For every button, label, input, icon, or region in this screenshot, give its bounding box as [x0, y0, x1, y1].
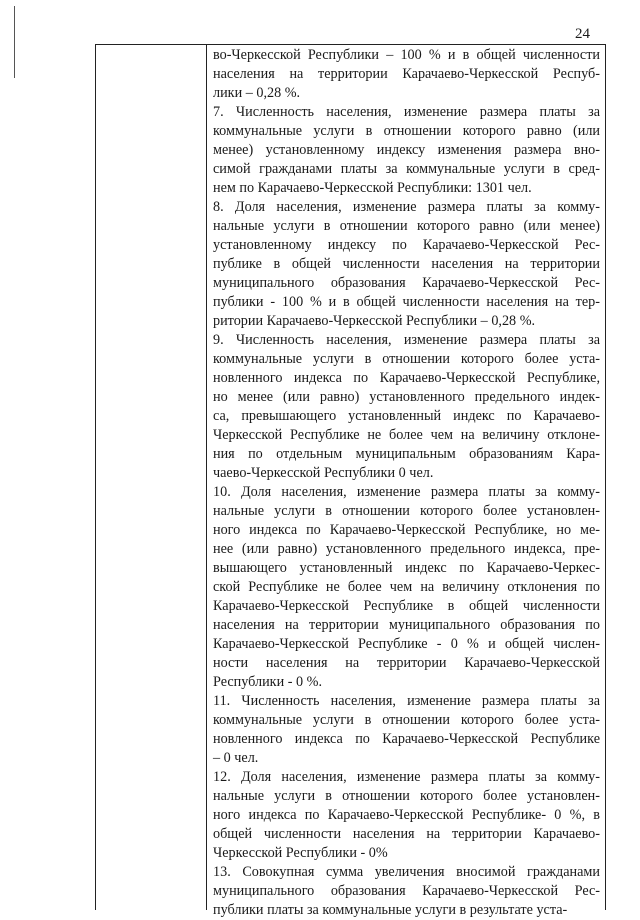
- text-line: Карачаево-Черкесской Республике в общей численности: [213, 598, 600, 614]
- table-content-cell: [213, 46, 600, 920]
- text-line: Республики - 0 %.: [213, 674, 322, 690]
- text-line: общей численности населения на территории Карачаево-: [213, 826, 600, 842]
- text-line: – 0 чел.: [213, 750, 259, 766]
- text-line: ской Республике не более чем на величину отклонения по: [213, 579, 600, 595]
- text-line: чаево-Черкесской Республики 0 чел.: [213, 465, 434, 481]
- text-line: публики платы за коммунальные услуги в результате уста-: [213, 902, 568, 918]
- table-right-border: [605, 45, 606, 910]
- text-line: Карачаево-Черкесской Республике - 0 % и общей числен-: [213, 636, 600, 652]
- table-left-column: [96, 45, 207, 910]
- paragraph: [213, 863, 600, 920]
- paragraph: [213, 483, 600, 692]
- text-line: вышающего установленный индекс по Карачаево-Черкес-: [213, 560, 600, 576]
- text-line: менее) установленному индексу изменения размера вно-: [213, 142, 600, 158]
- paragraph: [213, 331, 600, 483]
- text-line: новленного индекса по Карачаево-Черкесской Республике,: [213, 370, 600, 386]
- text-line: нее (или равно) установленного предельного индекса, пре-: [213, 541, 600, 557]
- text-line: но менее (или равно) установленного предельного индек-: [213, 389, 600, 405]
- paragraph: [213, 198, 600, 331]
- document-table: [95, 44, 606, 918]
- text-line: Черкесской Республики - 0%: [213, 845, 388, 861]
- text-line: 9. Численность населения, изменение размера платы за: [213, 332, 600, 348]
- text-line: 11. Численность населения, изменение размера платы за: [213, 693, 600, 709]
- text-line: 10. Доля населения, изменение размера платы за комму-: [213, 484, 600, 500]
- paragraph: [213, 103, 600, 198]
- text-line: населения на территории муниципального образования по: [213, 617, 600, 633]
- text-line: 13. Совокупная сумма увеличения вносимой гражданами: [213, 864, 600, 880]
- text-line: муниципального образования Карачаево-Черкесской Рес-: [213, 883, 600, 899]
- paragraph: [213, 692, 600, 768]
- text-line: нальные услуги в отношении которого равно (или менее): [213, 218, 600, 234]
- paragraph: [213, 768, 600, 863]
- text-line: 12. Доля населения, изменение размера платы за комму-: [213, 769, 600, 785]
- text-line: Черкесской Республике не более чем на величину отклоне-: [213, 427, 600, 443]
- text-line: коммунальные услуги в отношении которого более уста-: [213, 351, 600, 367]
- text-line: коммунальные услуги в отношении которого равно (или: [213, 123, 600, 139]
- text-line: новленного индекса по Карачаево-Черкесской Республике: [213, 731, 600, 747]
- text-line: ния по отдельным муниципальным образованиям Кара-: [213, 446, 600, 462]
- text-line: нальные услуги в отношении которого более установлен-: [213, 788, 600, 804]
- text-line: нальные услуги в отношении которого более установлен-: [213, 503, 600, 519]
- text-line: ности населения на территории Карачаево-Черкесской: [213, 655, 600, 671]
- text-line: ного индекса по Карачаево-Черкесской Республике, но ме-: [213, 522, 600, 538]
- text-line: ного индекса по Карачаево-Черкесской Республике- 0 %, в: [213, 807, 600, 823]
- text-line: во-Черкесской Республики – 100 % и в общей численности: [213, 47, 600, 63]
- text-line: публике в общей численности населения на территории: [213, 256, 600, 272]
- text-line: симой гражданами платы за коммунальные услуги в сред-: [213, 161, 600, 177]
- page-number: 24: [575, 26, 590, 42]
- text-line: ритории Карачаево-Черкесской Республики – 0,28 %.: [213, 313, 536, 329]
- text-line: са, превышающего установленный индекс по Карачаево-: [213, 408, 600, 424]
- text-line: 8. Доля населения, изменение размера платы за комму-: [213, 199, 600, 215]
- text-line: муниципального образования Карачаево-Черкесской Рес-: [213, 275, 600, 291]
- text-line: 7. Численность населения, изменение размера платы за: [213, 104, 600, 120]
- text-line: лики – 0,28 %.: [213, 85, 301, 101]
- text-line: установленному индексу по Карачаево-Черкесской Рес-: [213, 237, 600, 253]
- margin-rule: [14, 6, 15, 78]
- text-line: публики - 100 % и в общей численности населения на тер-: [213, 294, 600, 310]
- text-line: коммунальные услуги в отношении которого более уста-: [213, 712, 600, 728]
- paragraph: [213, 46, 600, 103]
- text-line: населения на территории Карачаево-Черкесской Респуб-: [213, 66, 600, 82]
- text-line: нем по Карачаево-Черкесской Республики: 1301 чел.: [213, 180, 532, 196]
